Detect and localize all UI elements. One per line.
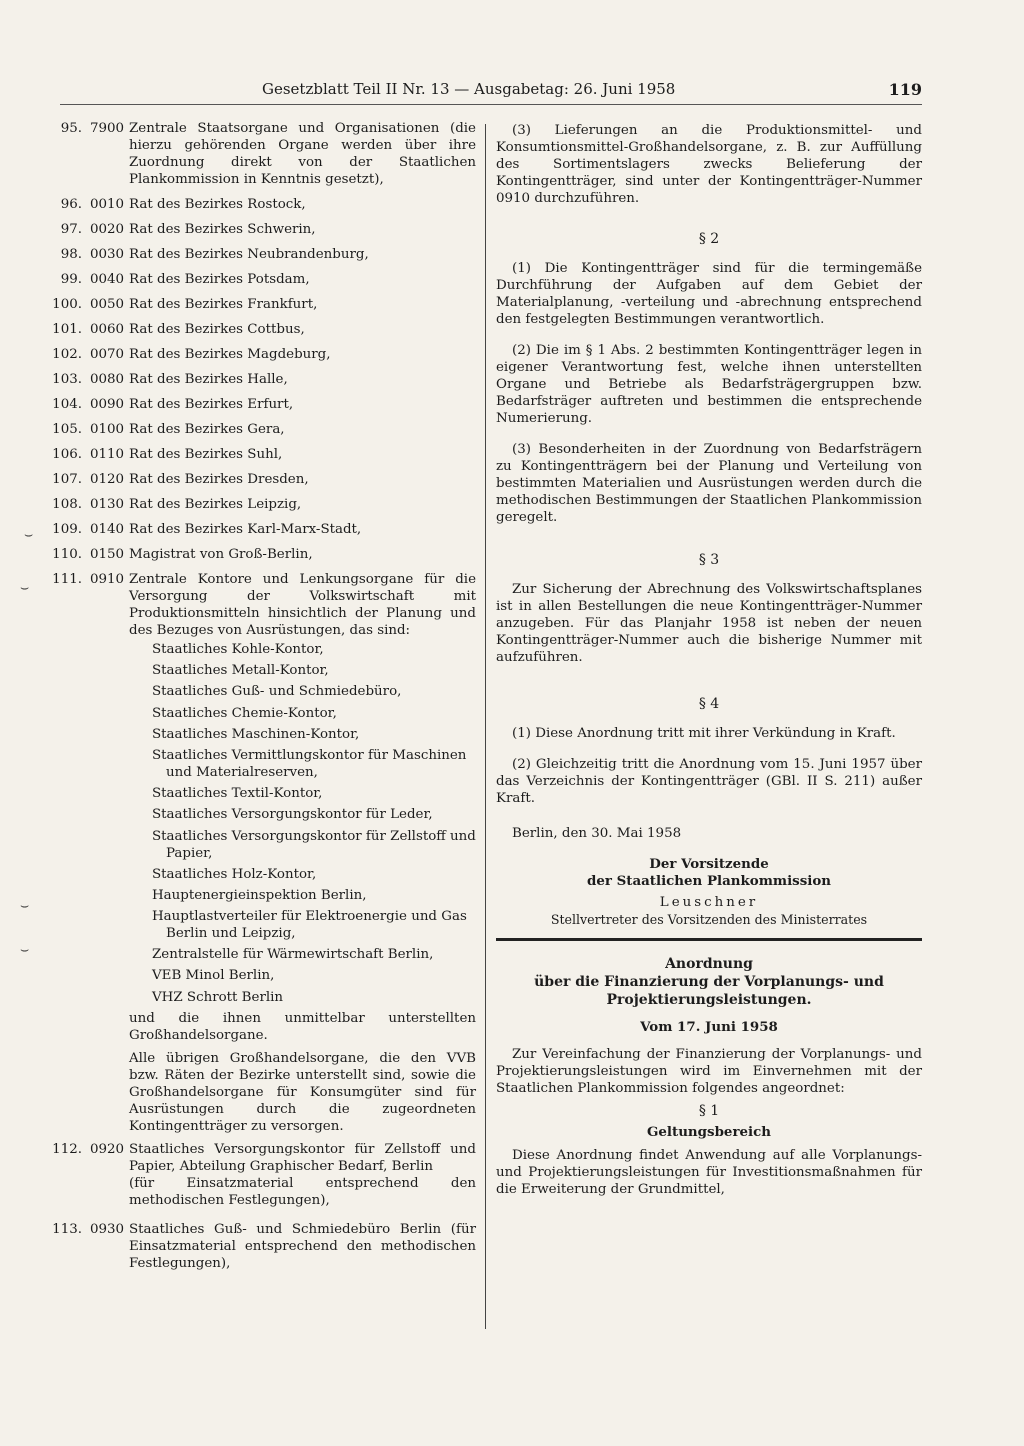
entry-code: 0920	[90, 1141, 125, 1157]
list-item	[28, 396, 476, 413]
entry-number: 112.	[52, 1141, 82, 1157]
entry-code: 0040	[90, 272, 125, 287]
paragraph: (1) Die Kontingentträger sind für die termingemäße Durchführung der Aufgaben auf dem Gebiet der Materialplanung, -verteilung und -abrechnung entsprechend den festgelegten Bestimmungen verantwortlich.	[496, 261, 922, 327]
entry-code: 0930	[90, 1221, 125, 1237]
act-title-line: Anordnung	[665, 956, 753, 972]
signature-title: Der Vorsitzende	[649, 856, 769, 872]
entry-text	[129, 1141, 476, 1209]
sublist-item: Staatliches Maschinen-Kontor,	[152, 726, 360, 742]
list-item	[28, 1221, 476, 1272]
entry-code: 0140	[90, 522, 125, 537]
list-item	[28, 471, 476, 488]
section-divider	[496, 938, 922, 941]
act-title-line: Projektierungsleistungen.	[606, 992, 812, 1008]
entry-number: 100.	[52, 297, 82, 312]
list-item	[28, 496, 476, 513]
column-separator	[485, 124, 486, 1329]
entry-number: 104.	[52, 397, 82, 412]
entry-code: 0060	[90, 322, 125, 337]
list-item	[28, 446, 476, 463]
header-rule	[60, 104, 922, 105]
section-heading: § 3	[698, 552, 720, 568]
entry-text: Rat des Bezirkes Frankfurt,	[129, 297, 318, 312]
sublist-item: Zentralstelle für Wärmewirtschaft Berlin,	[152, 947, 434, 963]
sublist-item: Hauptenergieinspektion Berlin,	[152, 887, 367, 903]
list-item	[28, 1141, 476, 1209]
list-item	[28, 571, 476, 639]
margin-check-mark: ⌣	[24, 527, 34, 543]
entry-code: 0110	[90, 447, 125, 462]
entry-text: Rat des Bezirkes Potsdam,	[129, 272, 310, 287]
list-item	[28, 321, 476, 338]
entry-code: 7900	[90, 121, 125, 136]
right-column	[496, 122, 922, 1198]
entry-number: 102.	[52, 347, 82, 362]
entry-number: 113.	[52, 1221, 82, 1237]
list-item	[28, 246, 476, 263]
entry-number: 110.	[52, 547, 82, 562]
entry-code: 0130	[90, 497, 125, 512]
entry-text: Rat des Bezirkes Neubrandenburg,	[129, 247, 369, 262]
entry-number: 105.	[52, 422, 82, 437]
section-heading: § 4	[698, 696, 720, 712]
sublist-item: Staatliches Metall-Kontor,	[152, 663, 329, 679]
entry-number: 109.	[52, 522, 82, 537]
date-line: Berlin, den 30. Mai 1958	[512, 826, 682, 841]
entry-text: Rat des Bezirkes Halle,	[129, 372, 288, 387]
sublist-item: Staatliches Holz-Kontor,	[152, 866, 317, 882]
entry-code: 0080	[90, 372, 125, 387]
entry-number: 103.	[52, 372, 82, 387]
sublist-item: Hauptlastverteiler für Elektroenergie und Gas Berlin und Leipzig,	[152, 909, 467, 942]
list-item	[28, 421, 476, 438]
entry-number: 108.	[52, 497, 82, 512]
kontor-sublist	[152, 641, 476, 1006]
entry-text: Rat des Bezirkes Cottbus,	[129, 322, 305, 337]
entry-text: Rat des Bezirkes Suhl,	[129, 447, 283, 462]
list-item	[28, 521, 476, 538]
entry-code: 0010	[90, 197, 125, 212]
list-item	[28, 346, 476, 363]
entry-text: Rat des Bezirkes Rostock,	[129, 197, 306, 212]
paragraph: Zur Sicherung der Abrechnung des Volkswirtschaftsplanes ist in allen Bestellungen die neue Kontingentträger-Nummer anzugeben. Für das Planjahr 1958 ist neben der neuen Kontingentträger-Nummer auch die bisherige Nummer mit aufzuführen.	[496, 582, 922, 665]
list-item	[28, 546, 476, 563]
entry-code: 0120	[90, 472, 125, 487]
entry-text: Rat des Bezirkes Karl-Marx-Stadt,	[129, 522, 362, 537]
paragraph: Zur Vereinfachung der Finanzierung der Vorplanungs- und Projektierungsleistungen wird im Einvernehmen mit der Staatlichen Plankommission folgendes angeordnet:	[496, 1047, 922, 1096]
section-subheading: Geltungsbereich	[646, 1124, 772, 1140]
paragraph: (3) Besonderheiten in der Zuordnung von Bedarfsträgern zu Kontingentträgern bei der Planung und Verteilung von bestimmten Materialien und Ausrüstungen werden durch die methodischen Bestimmungen der Staatlichen Plankommission geregelt.	[496, 442, 922, 525]
entry-text: Magistrat von Groß-Berlin,	[129, 547, 313, 562]
entry-code: 0150	[90, 547, 125, 562]
entry-text-note: (für Einsatzmaterial entsprechend den methodischen Festlegungen),	[129, 1175, 476, 1208]
page-header	[262, 80, 922, 104]
list-item	[28, 120, 476, 188]
page-number: 119	[888, 80, 922, 99]
list-item	[28, 296, 476, 313]
spacer	[496, 427, 922, 441]
entry-list	[28, 120, 476, 639]
sublist-item: Staatliches Versorgungskontor für Leder,	[152, 807, 433, 823]
entry-text: Rat des Bezirkes Schwerin,	[129, 222, 316, 237]
signature-role: Stellvertreter des Vorsitzenden des Ministerrates	[550, 912, 868, 927]
act-date: Vom 17. Juni 1958	[640, 1019, 778, 1035]
entry-text-main: Staatliches Versorgungskontor für Zellstoff und Papier, Abteilung Graphischer Bedarf, Berlin	[129, 1141, 476, 1174]
entry-text: Rat des Bezirkes Leipzig,	[129, 497, 302, 512]
signature-title: der Staatlichen Plankommission	[586, 873, 831, 889]
sublist-item: Staatliches Kohle-Kontor,	[152, 642, 324, 657]
entry-text: Staatliches Guß- und Schmiedebüro Berlin (für Einsatzmaterial entsprechend den methodischen Festlegungen),	[129, 1221, 476, 1271]
entry-text: Rat des Bezirkes Erfurt,	[129, 397, 294, 412]
entry-number: 107.	[52, 472, 82, 487]
entry-number: 101.	[52, 322, 82, 337]
section-heading: § 2	[698, 231, 720, 247]
entry-list-continued	[28, 1141, 476, 1272]
entry-number: 96.	[60, 197, 82, 212]
entry-code: 0910	[90, 572, 125, 587]
entry-text: Zentrale Staatsorgane und Organisationen (die hierzu gehörenden Organe werden über ihre Zuordnung direkt von der Staatlichen Plankommission in Kenntnis gesetzt),	[129, 121, 476, 187]
act-title-line: über die Finanzierung der Vorplanungs- und	[534, 974, 884, 990]
section-heading: § 1	[698, 1103, 720, 1119]
entry-number: 95.	[60, 121, 82, 136]
entry-111-note	[129, 1010, 476, 1135]
sublist-item: Staatliches Versorgungskontor für Zellstoff und Papier,	[152, 828, 476, 861]
entry-number: 106.	[52, 447, 82, 462]
note-paragraph: Alle übrigen Großhandelsorgane, die den VVB bzw. Räten der Bezirke unterstellt sind, sowie die Großhandelsorgane für Konsumgüter sind für Ausrüstungen durch die zugeordneten Kontingentträger zu versorgen.	[129, 1050, 476, 1134]
paragraph: (2) Die im § 1 Abs. 2 bestimmten Kontingentträger legen in eigener Verantwortung fest, welche ihnen unterstellten Organe und Betriebe als Bedarfsträgergruppen bzw. Bedarfsträger auftreten und bestimmen die entsprechende Numerierung.	[496, 343, 922, 426]
entry-number: 111.	[52, 572, 82, 587]
entry-text: Rat des Bezirkes Magdeburg,	[129, 347, 331, 362]
note-paragraph: und die ihnen unmittelbar unterstellten Großhandelsorgane.	[129, 1010, 476, 1043]
entry-code: 0020	[90, 222, 125, 237]
sublist-item: VHZ Schrott Berlin	[152, 989, 284, 1005]
sublist-item: Staatliches Guß- und Schmiedebüro,	[152, 684, 402, 700]
entry-code: 0050	[90, 297, 125, 312]
paragraph: (1) Diese Anordnung tritt mit ihrer Verkündung in Kraft.	[512, 726, 896, 741]
entry-code: 0070	[90, 347, 125, 362]
entry-code: 0100	[90, 422, 125, 437]
margin-check-mark: ⌣	[20, 580, 30, 596]
signature-name: Leuschner	[659, 895, 759, 910]
entry-number: 98.	[60, 247, 82, 262]
list-item	[28, 371, 476, 388]
entry-text: Rat des Bezirkes Dresden,	[129, 472, 309, 487]
entry-number: 99.	[60, 272, 82, 287]
list-item	[28, 271, 476, 288]
entry-code: 0030	[90, 247, 125, 262]
margin-check-mark: ⌣	[20, 898, 30, 914]
left-column	[28, 120, 476, 1280]
sublist-item: VEB Minol Berlin,	[152, 968, 275, 984]
list-item	[28, 221, 476, 238]
spacer	[496, 328, 922, 342]
sublist-item: Staatliches Textil-Kontor,	[152, 786, 323, 802]
entry-text: Rat des Bezirkes Gera,	[129, 422, 285, 437]
header-title: Gesetzblatt Teil II Nr. 13 — Ausgabetag: 26. Juni 1958	[262, 80, 676, 98]
margin-check-mark: ⌣	[20, 942, 30, 958]
entry-number: 97.	[60, 222, 82, 237]
paragraph: (2) Gleichzeitig tritt die Anordnung vom 15. Juni 1957 über das Verzeichnis der Kontingentträger (GBl. II S. 211) außer Kraft.	[496, 757, 922, 806]
paragraph: (3) Lieferungen an die Produktionsmittel- und Konsumtionsmittel-Großhandelsorgane, z. B. zur Auffüllung des Sortimentslagers zwecks Belieferung der Kontingentträger, sind unter der Kontingentträger-Nummer 0910 durchzuführen.	[496, 123, 922, 206]
entry-text: Zentrale Kontore und Lenkungsorgane für die Versorgung der Volkswirtschaft mit Produktionsmitteln hinsichtlich der Planung und des Bezuges von Ausrüstungen, das sind:	[129, 572, 476, 638]
sublist-item: Staatliches Vermittlungskontor für Maschinen und Materialreserven,	[152, 747, 467, 780]
list-item	[28, 196, 476, 213]
sublist-item: Staatliches Chemie-Kontor,	[152, 705, 337, 721]
entry-code: 0090	[90, 397, 125, 412]
paragraph: Diese Anordnung findet Anwendung auf alle Vorplanungs- und Projektierungsleistungen für Investitionsmaßnahmen für die Erweiterung der Grundmittel,	[496, 1148, 922, 1197]
act-title	[496, 955, 922, 1009]
spacer	[496, 742, 922, 756]
